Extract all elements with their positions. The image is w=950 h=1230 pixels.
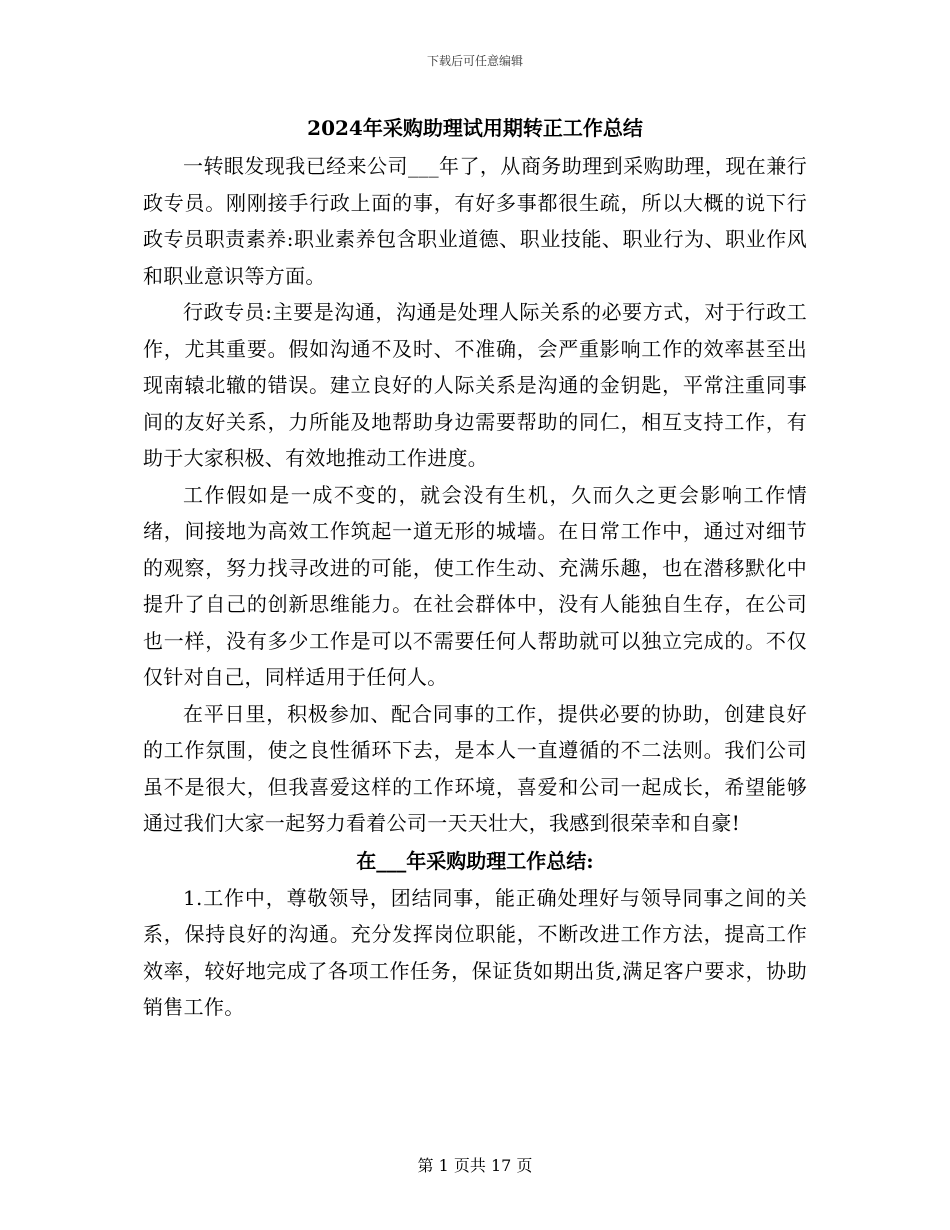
- section-paragraph-1: 1.工作中，尊敬领导，团结同事，能正确处理好与领导同事之间的关系，保持良好的沟通。充分发挥岗位职能，不断改进工作方法，提高工作效率，较好地完成了各项工作任务，保证货如期出货,满足客户要求，协助销售工作。: [143, 885, 807, 1019]
- document-body: [143, 112, 807, 1026]
- body-paragraph-2: 行政专员:主要是沟通，沟通是处理人际关系的必要方式，对于行政工作，尤其重要。假如沟通不及时、不准确，会严重影响工作的效率甚至出现南辕北辙的错误。建立良好的人际关系是沟通的金钥匙，平常注重同事间的友好关系，力所能及地帮助身边需要帮助的同仁，相互支持工作，有助于大家积极、有效地推动工作进度。: [143, 300, 807, 470]
- document-title: 2024年采购助理试用期转正工作总结: [307, 116, 643, 140]
- body-paragraph-4: 在平日里，积极参加、配合同事的工作，提供必要的协助，创建良好的工作氛围，使之良性循环下去，是本人一直遵循的不二法则。我们公司虽不是很大，但我喜爱这样的工作环境，喜爱和公司一起成长，希望能够通过我们大家一起努力看着公司一天天壮大，我感到很荣幸和自豪!: [143, 701, 807, 835]
- body-paragraph-3: 工作假如是一成不变的，就会没有生机，久而久之更会影响工作情绪，间接地为高效工作筑起一道无形的城墙。在日常工作中，通过对细节的观察，努力找寻改进的可能，使工作生动、充满乐趣，也在潜移默化中提升了自己的创新思维能力。在社会群体中，没有人能独自生存，在公司也一样，没有多少工作是可以不需要任何人帮助就可以独立完成的。不仅仅针对自己，同样适用于任何人。: [143, 482, 807, 689]
- page-number: 第 1 页共 17 页: [417, 1156, 533, 1175]
- page-header-note: 下载后可任意编辑: [426, 54, 523, 68]
- body-paragraph-1: 一转眼发现我已经来公司___年了，从商务助理到采购助理，现在兼行政专员。刚刚接手行政上面的事，有好多事都很生疏，所以大概的说下行政专员职责素养:职业素养包含职业道德、职业技能、职业行为、职业作风和职业意识等方面。: [143, 154, 807, 288]
- section-heading: 在___年采购助理工作总结:: [356, 848, 594, 873]
